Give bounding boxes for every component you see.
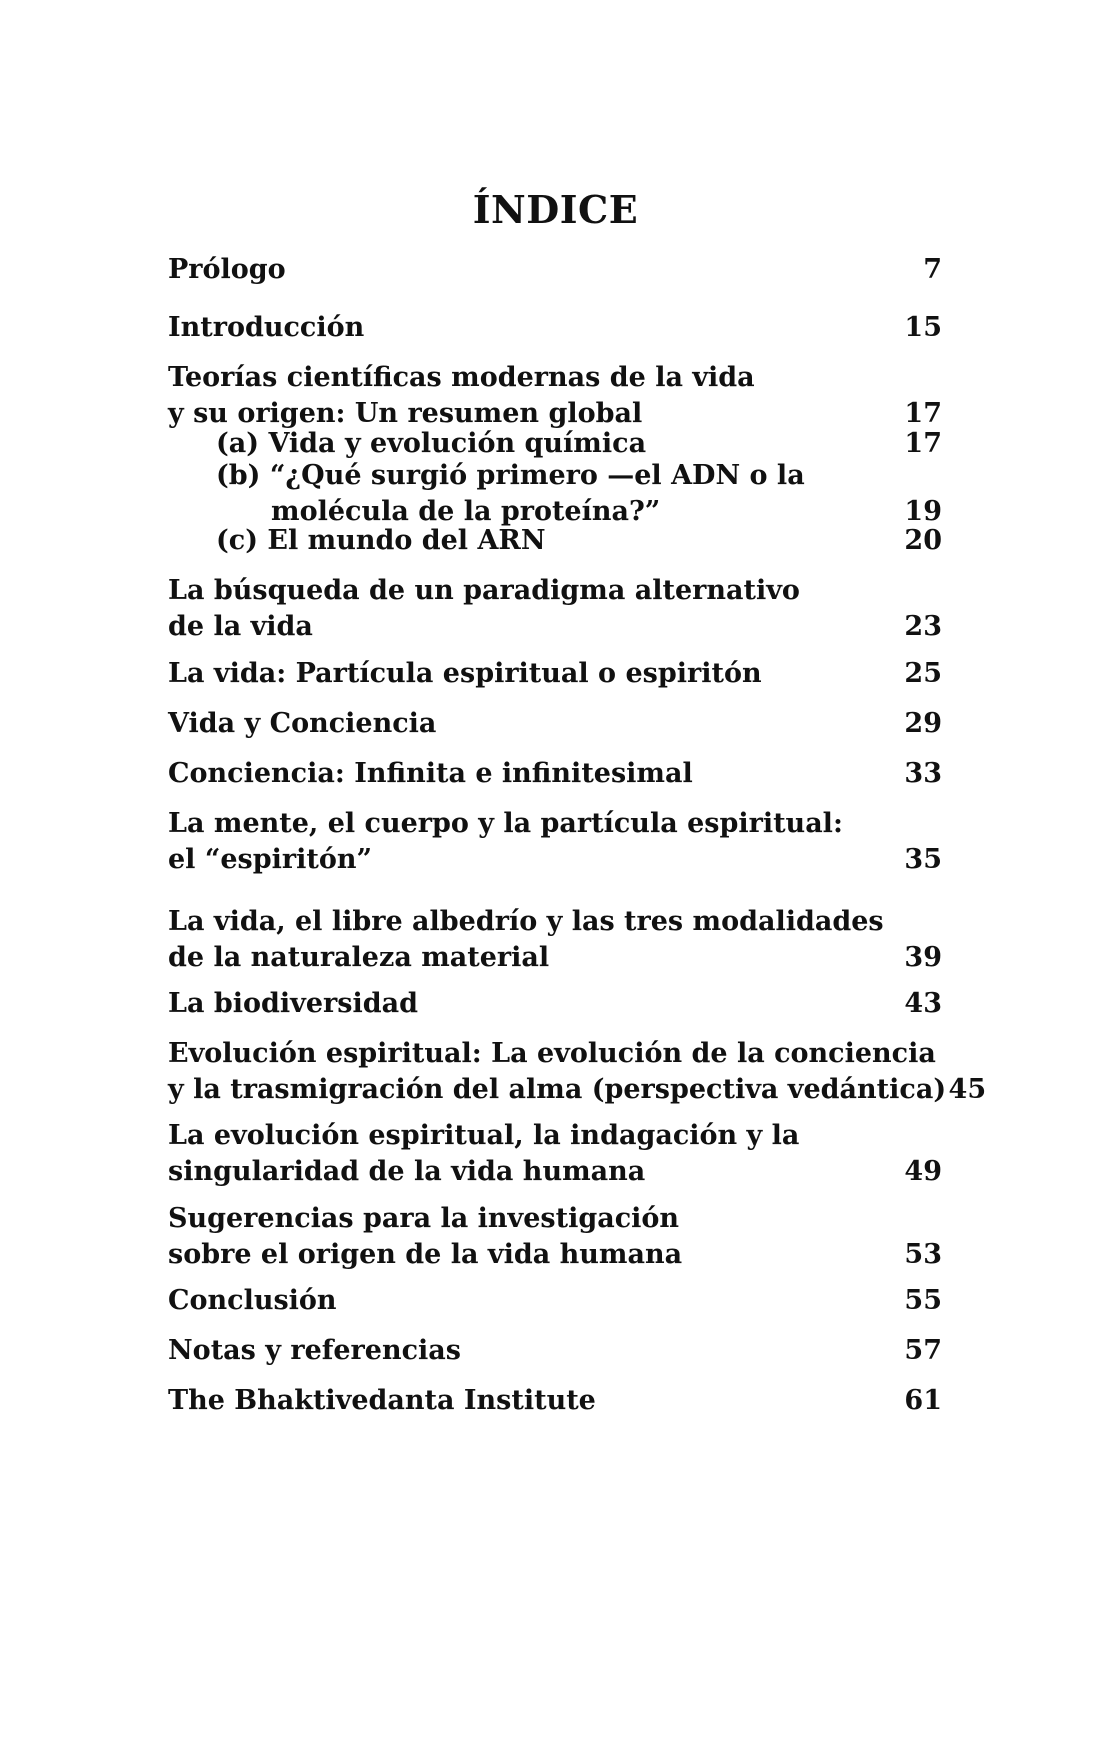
toc-page-number: 17 — [904, 428, 942, 459]
toc-page-number: 61 — [904, 1385, 942, 1416]
toc-entry-title-line-1: La vida, el libre albedrío y las tres modalidades — [168, 906, 884, 937]
toc-page-number: 15 — [904, 312, 942, 343]
toc-entry-title: (c) El mundo del ARN — [216, 525, 546, 556]
toc-entry-introduccion[interactable] — [168, 310, 942, 346]
toc-entry-title-line-2: singularidad de la vida humana — [168, 1156, 646, 1187]
toc-page-number: 29 — [904, 708, 942, 739]
toc-entry-title-line-1: Sugerencias para la investigación — [168, 1203, 680, 1234]
toc-entry-title: Conciencia: Infinita e infinitesimal — [168, 758, 693, 789]
toc-entry-title: Vida y Conciencia — [168, 708, 437, 739]
toc-page-number: 20 — [904, 525, 942, 556]
toc-page-number: 57 — [904, 1335, 942, 1366]
toc-entry-title: The Bhaktivedanta Institute — [168, 1385, 596, 1416]
toc-entry-conclusion[interactable] — [168, 1283, 942, 1319]
toc-page-number: 19 — [904, 496, 942, 527]
toc-page-number: 17 — [904, 398, 942, 429]
toc-page-number: 55 — [904, 1285, 942, 1316]
toc-page-number: 53 — [904, 1239, 942, 1270]
toc-entry-title: Notas y referencias — [168, 1335, 461, 1366]
toc-entry-title-line-1: La mente, el cuerpo y la partícula espiritual: — [168, 808, 843, 839]
toc-entry-title-line-2: y su origen: Un resumen global — [168, 398, 643, 429]
toc-page-number: 43 — [904, 988, 942, 1019]
toc-entry-title-line-1: La búsqueda de un paradigma alternativo — [168, 575, 800, 606]
toc-entry-conciencia[interactable] — [168, 756, 942, 792]
toc-page-number: 33 — [904, 758, 942, 789]
toc-entry-evolucion-espiritual[interactable] — [168, 1036, 987, 1108]
toc-entry-title: La vida: Partícula espiritual o espiritón — [168, 658, 762, 689]
toc-entry-title: Introducción — [168, 312, 365, 343]
toc-subentry-b[interactable] — [168, 458, 942, 530]
toc-entry-sugerencias[interactable] — [168, 1201, 942, 1273]
toc-page-number: 23 — [904, 611, 942, 642]
toc-entry-particula[interactable] — [168, 656, 942, 692]
toc-entry-title: Prólogo — [168, 254, 286, 285]
toc-page-number: 35 — [904, 844, 942, 875]
toc-subentry-a[interactable] — [168, 426, 942, 462]
toc-entry-mente-cuerpo[interactable] — [168, 806, 942, 878]
toc-entry-title-line-2: de la vida — [168, 611, 313, 642]
toc-entry-title-line-2: y la trasmigración del alma (perspectiva vedántica) — [168, 1074, 947, 1105]
toc-entry-notas[interactable] — [168, 1333, 942, 1369]
toc-entry-biodiversidad[interactable] — [168, 986, 942, 1022]
toc-page-number: 49 — [904, 1156, 942, 1187]
toc-page-number: 45 — [948, 1074, 987, 1105]
toc-entry-title: La biodiversidad — [168, 988, 418, 1019]
toc-entry-title: Conclusión — [168, 1285, 337, 1316]
toc-entry-title-line-2: el “espiritón” — [168, 844, 373, 875]
toc-entry-prologo[interactable] — [168, 252, 942, 288]
toc-entry-title: (a) Vida y evolución química — [216, 428, 647, 459]
toc-entry-title-line-2: molécula de la proteína?” — [271, 496, 661, 527]
toc-entry-teorias[interactable] — [168, 360, 942, 432]
toc-entry-title-line-1: Evolución espiritual: La evolución de la conciencia — [168, 1038, 936, 1069]
toc-page-number: 25 — [904, 658, 942, 689]
toc-entry-title-line-1: (b) “¿Qué surgió primero —el ADN o la — [216, 460, 805, 491]
toc-entry-institute[interactable] — [168, 1383, 942, 1419]
toc-entry-vida-conciencia[interactable] — [168, 706, 942, 742]
page-title: ÍNDICE — [472, 187, 639, 232]
toc-entry-libre-albedrio[interactable] — [168, 904, 942, 976]
toc-entry-title-line-1: La evolución espiritual, la indagación y la — [168, 1120, 800, 1151]
toc-entry-busqueda[interactable] — [168, 573, 942, 645]
toc-entry-title-line-2: sobre el origen de la vida humana — [168, 1239, 683, 1270]
toc-entry-title-line-2: de la naturaleza material — [168, 942, 550, 973]
toc-entry-title-line-1: Teorías científicas modernas de la vida — [168, 362, 755, 393]
toc-page-number: 7 — [923, 254, 942, 285]
toc-subentry-c[interactable] — [168, 523, 942, 559]
toc-page-number: 39 — [904, 942, 942, 973]
toc-entry-indagacion[interactable] — [168, 1118, 942, 1190]
